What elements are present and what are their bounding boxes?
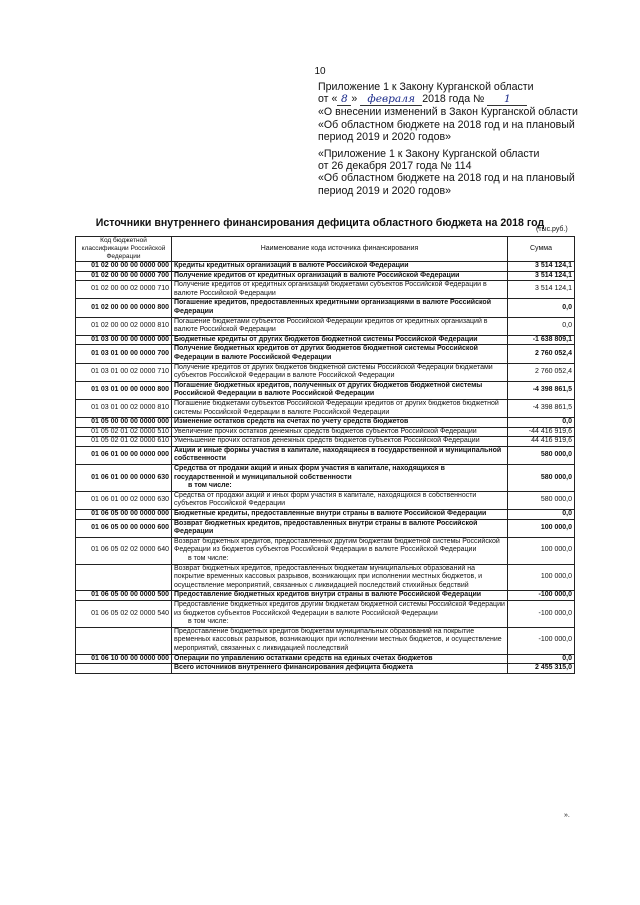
row-name-text: Возврат бюджетных кредитов, предоставленных бюджетам муниципальных образований на покрытие временных кассовых разрывов, возникающих при исполнении местных бюджетов, и осуществление мероприятий, связанных с ликвидацией последствий стихийных бедствий [174,564,482,589]
date-prefix: от « [318,93,338,106]
row-code: 01 05 02 01 02 0000 510 [76,427,172,437]
row-code: 01 02 00 00 02 0000 710 [76,281,172,299]
row-name [172,654,508,664]
appendix-line: «Об областном бюджете на 2018 год и на плановый [318,118,575,131]
row-name-subnote: в том числе: [188,618,229,626]
table-row [76,418,575,428]
row-code: 01 06 05 00 00 0000 500 [76,591,172,601]
appendix-current [318,81,578,143]
row-name-text: Кредиты кредитных организаций в валюте Российской Федерации [174,262,409,269]
header-code: Код бюджетной классификации Российской Федерации [76,237,172,262]
table-row [76,437,575,447]
row-name-text: Получение кредитов от кредитных организаций бюджетами субъектов Российской Федерации в валюте Российской Федерации [174,281,487,297]
row-name [172,519,508,537]
row-sum: 3 514 124,1 [508,281,575,299]
row-sum: -100 000,0 [508,600,575,627]
appendix-original [318,148,575,197]
row-sum: 3 514 124,1 [508,262,575,272]
row-name [172,418,508,428]
row-name [172,510,508,520]
table-row [76,446,575,464]
table-row [76,271,575,281]
row-code: 01 03 01 00 00 0000 800 [76,381,172,399]
units-label: (тыс.руб.) [536,226,568,233]
row-code: 01 06 05 02 02 0000 540 [76,600,172,627]
row-name [172,262,508,272]
row-name [172,437,508,447]
row-name-text: Бюджетные кредиты, предоставленные внутри страны в валюте Российской Федерации [174,510,487,518]
document-title: Источники внутреннего финансирования дефицита областного бюджета на 2018 год [95,217,545,229]
appendix-date-line [318,93,578,106]
table-row [76,537,575,564]
row-name-text: Погашение бюджетами субъектов Российской Федерации кредитов от других бюджетов бюджетной системы Российской Федерации в валюте Российской Федерации [174,399,499,416]
row-sum: 580 000,0 [508,491,575,509]
row-name [172,491,508,509]
row-name-subnote: в том числе: [188,555,229,562]
row-code: 01 03 01 00 00 0000 700 [76,345,172,363]
row-sum: -100 000,0 [508,627,575,654]
header-sum: Сумма [508,237,575,262]
row-code: 01 02 00 00 02 0000 810 [76,317,172,335]
row-sum: 100 000,0 [508,564,575,591]
row-name [172,591,508,601]
row-name-text: Возврат бюджетных кредитов, предоставленных другим бюджетам бюджетной системы Российской Федерации из бюджетов субъектов Российской Федерации в валюте Российской Федерации [174,537,500,554]
row-sum: -1 638 809,1 [508,335,575,345]
table-row [76,335,575,345]
appendix-line: период 2019 и 2020 годов» [318,184,451,197]
row-name [172,446,508,464]
handwritten-day: 8 [337,93,351,106]
row-sum: 0,0 [508,654,575,664]
table-row [76,510,575,520]
row-name [172,600,508,627]
row-code [76,664,172,674]
row-name [172,335,508,345]
row-name-text: Погашение бюджетами субъектов Российской Федерации кредитов от кредитных организаций в валюте Российской Федерации [174,317,488,334]
row-code: 01 06 10 00 00 0000 000 [76,654,172,664]
row-code [76,564,172,591]
table-row [76,491,575,509]
row-name-text: Средства от продажи акций и иных форм участия в капитале, находящихся в государственной и муниципальной собственности [174,465,445,481]
table-row [76,427,575,437]
table-row [76,399,575,417]
row-name-text: Получение бюджетных кредитов от других бюджетов бюджетной системы Российской Федерации в валюте Российской Федерации [174,345,478,361]
appendix-line: «О внесении изменений в Закон Курганской области [318,106,578,119]
table-body [76,262,575,674]
row-code [76,627,172,654]
row-name [172,363,508,381]
financing-sources-table [75,236,575,674]
appendix-line: от 26 декабря 2017 года № 114 [318,160,472,173]
row-code: 01 06 01 00 00 0000 000 [76,446,172,464]
row-name-text: Всего источников внутреннего финансирования дефицита бюджета [174,664,414,672]
table-row [76,591,575,601]
row-sum: 0,0 [508,299,575,317]
row-sum: 2 760 052,4 [508,345,575,363]
table-row [76,664,575,674]
row-name [172,299,508,317]
row-code: 01 06 01 00 02 0000 630 [76,491,172,509]
table-row [76,317,575,335]
table-row [76,564,575,591]
row-sum: 2 760 052,4 [508,363,575,381]
handwritten-month: февраля [360,93,422,106]
appendix-line: «Приложение 1 к Закону Курганской области [318,148,540,160]
row-sum: -4 398 861,5 [508,399,575,417]
row-name-text: Получение кредитов от других бюджетов бюджетной системы Российской Федерации бюджетами субъектов Российской Федерации в валюте Российской Федерации [174,363,493,380]
row-name-text: Погашение кредитов, предоставленных кредитными организациями в валюте Российской Федерации [174,299,491,315]
row-sum: 0,0 [508,510,575,520]
row-code: 01 06 05 00 00 0000 000 [76,510,172,520]
row-code: 01 02 00 00 00 0000 800 [76,299,172,317]
row-code: 01 02 00 00 00 0000 700 [76,271,172,281]
row-sum: 580 000,0 [508,465,575,492]
row-sum: 0,0 [508,317,575,335]
row-sum: -100 000,0 [508,591,575,601]
table-row [76,262,575,272]
row-code: 01 03 01 00 02 0000 810 [76,399,172,417]
table-row [76,600,575,627]
appendix-line: Приложение 1 к Закону Курганской области [318,81,534,93]
date-year: 2018 года № [422,93,485,106]
row-name [172,317,508,335]
table-row [76,281,575,299]
row-name-text: Изменение остатков средств на счетах по учету средств бюджетов [174,418,409,426]
row-name-text: Уменьшение прочих остатков денежных средств бюджетов субъектов Российской Федерации [174,437,480,445]
row-name [172,271,508,281]
closing-mark: ». [564,812,570,819]
table-row [76,381,575,399]
row-name [172,427,508,437]
row-code: 01 03 01 00 02 0000 710 [76,363,172,381]
row-name-text: Предоставление бюджетных кредитов бюджетам муниципальных образований на покрытие временных кассовых разрывов, возникающих при исполнении местных бюджетов, и осуществление мероприятий, связанных с ликвидацией последствий [174,627,502,652]
row-name-text: Увеличение прочих остатков денежных средств бюджетов субъектов Российской Федерации [174,427,477,435]
appendix-line: «Об областном бюджете на 2018 год и на плановый [318,172,575,185]
page-number: 10 [314,66,326,77]
table-header-row [76,237,575,262]
row-code: 01 02 00 00 00 0000 000 [76,262,172,272]
row-sum: 580 000,0 [508,446,575,464]
row-name-text: Погашение бюджетных кредитов, полученных от других бюджетов бюджетной системы Российской Федерации в валюте Российской Федерации [174,381,483,398]
row-name-text: Средства от продажи акций и иных форм участия в капитале, находящихся в собственности субъектов Российской Федерации [174,491,477,508]
row-code: 01 06 05 00 00 0000 600 [76,519,172,537]
table-row [76,363,575,381]
row-sum: 44 416 919,6 [508,437,575,447]
table-row [76,299,575,317]
row-name-text: Возврат бюджетных кредитов, предоставленных внутри страны в валюте Российской Федерации [174,519,478,536]
row-code: 01 06 01 00 00 0000 630 [76,465,172,492]
row-sum: 3 514 124,1 [508,271,575,281]
row-name-text: Бюджетные кредиты от других бюджетов бюджетной системы Российской Федерации [174,335,478,343]
row-sum: 0,0 [508,418,575,428]
row-name [172,664,508,674]
row-name [172,399,508,417]
row-name-text: Акции и иные формы участия в капитале, находящиеся в государственной и муниципальной собственности [174,446,502,463]
row-name [172,381,508,399]
row-sum: -4 398 861,5 [508,381,575,399]
row-sum: 2 455 315,0 [508,664,575,674]
row-code: 01 03 00 00 00 0000 000 [76,335,172,345]
table-row [76,465,575,492]
table-row [76,519,575,537]
row-name [172,345,508,363]
table-row [76,345,575,363]
header-name: Наименование кода источника финансирования [172,237,508,262]
table-row [76,627,575,654]
row-name-text: Операции по управлению остатками средств на единых счетах бюджетов [174,654,433,662]
row-name [172,281,508,299]
row-name [172,564,508,591]
table-row [76,654,575,664]
row-sum: -44 416 919,6 [508,427,575,437]
row-name [172,627,508,654]
appendix-line: период 2019 и 2020 годов» [318,130,451,143]
row-name-subnote: в том числе: [188,482,232,490]
row-name [172,465,508,492]
row-name-text: Предоставление бюджетных кредитов другим бюджетам бюджетной системы Российской Федерации из бюджетов субъектов Российской Федерации в валюте Российской Федерации [174,600,505,617]
row-sum: 100 000,0 [508,519,575,537]
row-name-text: Предоставление бюджетных кредитов внутри страны в валюте Российской Федерации [174,591,482,599]
row-code: 01 06 05 02 02 0000 640 [76,537,172,564]
row-sum: 100 000,0 [508,537,575,564]
row-code: 01 05 02 01 02 0000 610 [76,437,172,447]
row-name [172,537,508,564]
handwritten-number: 1 [487,93,527,106]
row-code: 01 05 00 00 00 0000 000 [76,418,172,428]
row-name-text: Получение кредитов от кредитных организаций в валюте Российской Федерации [174,271,460,279]
date-mid: » [351,93,358,106]
